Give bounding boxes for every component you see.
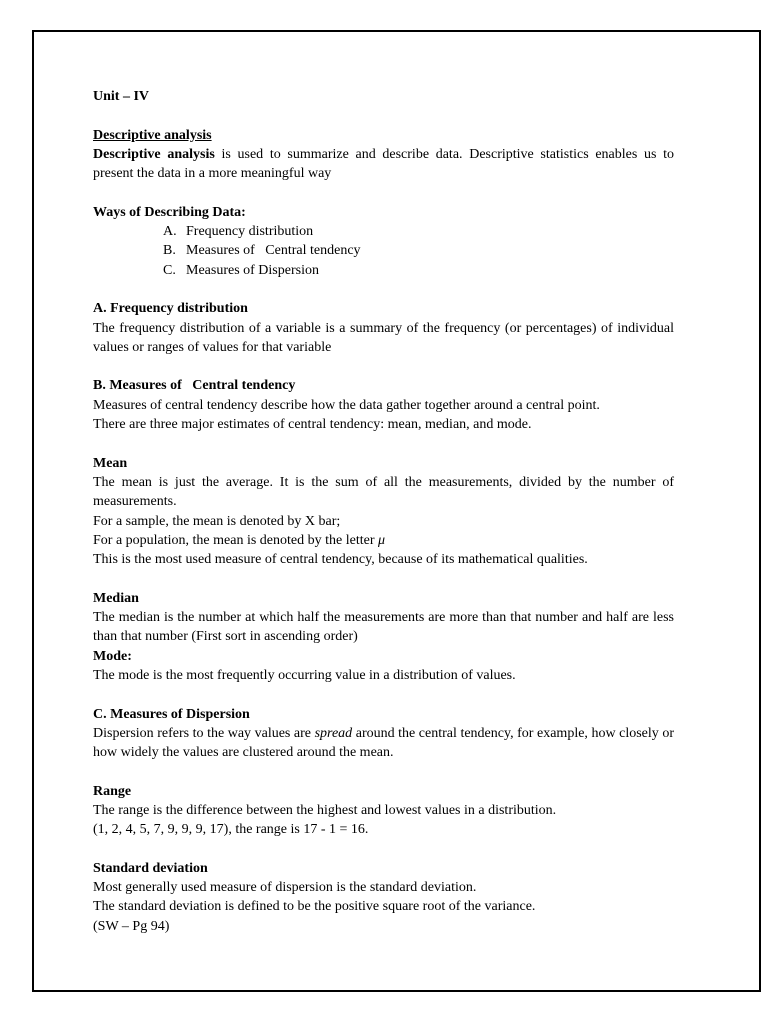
dispersion-text-before: Dispersion refers to the way values are — [93, 725, 315, 741]
descriptive-paragraph — [93, 145, 674, 184]
mean-heading: Mean — [93, 455, 128, 471]
list-item — [93, 241, 674, 260]
spacer — [93, 685, 674, 704]
range-example: (1, 2, 4, 5, 7, 9, 9, 9, 17), the range is 17 - 1 = 16. — [93, 822, 369, 838]
spacer — [93, 762, 674, 781]
list-label: Frequency distribution — [186, 224, 314, 240]
list-letter: C. — [163, 262, 176, 278]
list-item — [93, 261, 674, 280]
median-heading: Median — [93, 590, 139, 606]
spacer — [93, 569, 674, 588]
list-label: Measures of Central tendency — [186, 243, 361, 259]
descriptive-heading: Descriptive analysis — [93, 127, 212, 143]
document-body — [93, 87, 674, 936]
mean-population — [93, 531, 674, 550]
frequency-heading: A. Frequency distribution — [93, 301, 248, 317]
mean-paragraph: The mean is just the average. It is the sum of all the measurements, divided by the number of measurements. — [93, 474, 674, 510]
central-line-2: There are three major estimates of central tendency: mean, median, and mode. — [93, 417, 532, 433]
spacer — [93, 434, 674, 453]
spacer — [93, 357, 674, 376]
stddev-heading: Standard deviation — [93, 860, 208, 876]
frequency-paragraph: The frequency distribution of a variable is a summary of the frequency (or percentages) of individual values or ranges of values for that variable — [93, 320, 674, 355]
central-line-1: Measures of central tendency describe how the data gather together around a central point. — [93, 397, 600, 413]
spacer — [93, 840, 674, 859]
dispersion-heading: C. Measures of Dispersion — [93, 706, 250, 722]
median-paragraph: The median is the number at which half the measurements are more than that number and half are less than that number (First sort in ascending order) — [93, 610, 674, 645]
spacer — [93, 106, 674, 125]
mean-usage: This is the most used measure of central tendency, because of its mathematical qualities. — [93, 552, 588, 568]
ways-heading: Ways of Describing Data: — [93, 204, 246, 220]
mean-population-lead: For a population, the mean is denoted by the letter — [93, 532, 378, 548]
mode-heading: Mode: — [93, 648, 132, 664]
stddev-line-1: Most generally used measure of dispersion is the standard deviation. — [93, 880, 477, 896]
spacer — [93, 280, 674, 299]
list-item — [93, 222, 674, 241]
unit-title: Unit – IV — [93, 89, 150, 104]
list-letter: B. — [163, 243, 176, 259]
mu-symbol: μ — [377, 532, 386, 548]
ways-list — [93, 222, 674, 280]
range-paragraph: The range is the difference between the highest and lowest values in a distribution. — [93, 802, 557, 818]
range-heading: Range — [93, 783, 132, 799]
dispersion-text-after: around the central tendency, for example, how closely or how widely the values are clustered around the mean. — [93, 725, 675, 761]
spacer — [93, 183, 674, 202]
mean-sample: For a sample, the mean is denoted by X bar; — [93, 513, 341, 529]
central-heading: B. Measures of Central tendency — [93, 378, 296, 394]
mode-paragraph: The mode is the most frequently occurring value in a distribution of values. — [93, 667, 516, 683]
dispersion-paragraph — [93, 724, 674, 763]
list-label: Measures of Dispersion — [186, 262, 319, 278]
list-letter: A. — [163, 224, 177, 240]
stddev-line-2: The standard deviation is defined to be the positive square root of the variance. — [93, 899, 536, 915]
descriptive-text: is used to summarize and describe data. Descriptive statistics enables us to present the data in a more meaningful way — [93, 146, 674, 182]
descriptive-bold-lead: Descriptive analysis — [93, 146, 215, 162]
stddev-reference: (SW – Pg 94) — [93, 918, 170, 934]
dispersion-italic: spread — [314, 725, 353, 741]
